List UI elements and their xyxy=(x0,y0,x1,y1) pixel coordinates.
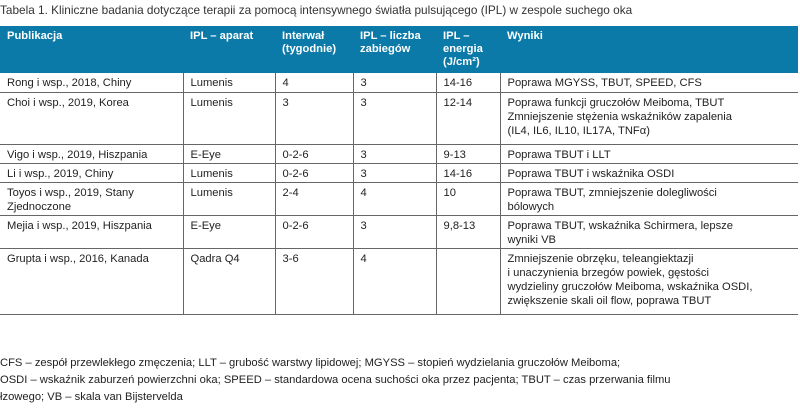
column-header xyxy=(275,26,353,73)
sessions-cell xyxy=(353,73,436,92)
interval-cell xyxy=(275,163,353,182)
publication-cell xyxy=(0,144,183,163)
cell-text: zwiększenie skali oil flow, poprawa TBUT xyxy=(507,294,712,307)
cell-text: E-Eye xyxy=(190,219,221,232)
cell-text: Poprawa funkcji gruczołów Meiboma, TBUT xyxy=(507,96,725,109)
interval-cell xyxy=(275,215,353,248)
column-header xyxy=(436,26,500,73)
cell-text: Poprawa TBUT, wskaźnika Schirmera, lepsze xyxy=(507,219,733,232)
cell-text: 2-4 xyxy=(282,186,299,199)
cell-text: 0-2-6 xyxy=(282,148,309,161)
cell-text: Lumenis xyxy=(190,96,233,109)
cell-text: 3-6 xyxy=(282,252,299,265)
cell-text: 14-16 xyxy=(443,77,473,89)
device-cell xyxy=(183,215,275,248)
sessions-cell xyxy=(353,182,436,215)
cell-text: (IL4, IL6, IL10, IL17A, TNFα) xyxy=(507,124,650,137)
cell-text: Vigo i wsp., 2019, Hiszpania xyxy=(7,148,148,161)
column-header xyxy=(500,26,798,73)
column-header-text: Interwał xyxy=(282,30,325,42)
cell-text: 14-16 xyxy=(443,167,473,180)
cell-text: Mejia i wsp., 2019, Hiszpania xyxy=(7,219,152,232)
cell-text: 10 xyxy=(443,186,456,199)
cell-text: 9-13 xyxy=(443,148,466,161)
column-header-text: IPL – liczba xyxy=(360,30,421,42)
cell-text: Li i wsp., 2019, Chiny xyxy=(7,167,114,180)
cell-text: Zjednoczone xyxy=(7,200,72,213)
cell-text: wydzieliny gruczołów Meiboma, wskaźnika OSDI, xyxy=(507,280,753,293)
table-row xyxy=(0,73,798,92)
cell-text: Toyos i wsp., 2019, Stany xyxy=(7,186,134,199)
publication-cell xyxy=(0,215,183,248)
publication-cell xyxy=(0,163,183,182)
sessions-cell xyxy=(353,144,436,163)
column-header-text: (J/cm²) xyxy=(443,56,480,68)
publication-cell xyxy=(0,73,183,92)
cell-text: E-Eye xyxy=(190,148,221,161)
cell-text: Choi i wsp., 2019, Korea xyxy=(7,96,129,109)
cell-text: 3 xyxy=(360,167,367,180)
results-cell xyxy=(500,73,798,92)
header-row xyxy=(0,26,798,73)
cell-text: Lumenis xyxy=(190,167,233,180)
cell-text: Rong i wsp., 2018, Chiny xyxy=(7,77,132,89)
cell-text: 3 xyxy=(360,96,367,109)
column-header-text: energia xyxy=(443,43,483,55)
cell-text: 9,8-13 xyxy=(443,219,476,232)
energy-cell xyxy=(436,163,500,182)
column-header-text: Wyniki xyxy=(507,30,543,42)
sessions-cell xyxy=(353,248,436,314)
cell-text: Lumenis xyxy=(190,186,233,199)
cell-text: Poprawa TBUT i LLT xyxy=(507,148,611,161)
results-cell xyxy=(500,163,798,182)
column-header xyxy=(353,26,436,73)
table-row xyxy=(0,92,798,144)
table-header xyxy=(0,26,798,73)
results-cell xyxy=(500,144,798,163)
table-caption: Tabela 1. Kliniczne badania dotyczące terapii za pomocą intensywnego światła pulsującego (IPL) w zespole suchego oka xyxy=(0,3,633,17)
column-header-text: IPL – xyxy=(443,30,470,42)
device-cell xyxy=(183,248,275,314)
footnote-line: łzowego; VB – skala van Bijstervelda xyxy=(0,391,183,403)
cell-text: 3 xyxy=(360,77,367,89)
interval-cell xyxy=(275,182,353,215)
cell-text: i unaczynienia brzegów powiek, gęstości xyxy=(507,266,709,279)
interval-cell xyxy=(275,144,353,163)
cell-text: Zmniejszenie obrzęku, teleangiektazji xyxy=(507,252,694,265)
sessions-cell xyxy=(353,215,436,248)
cell-text: wyniki VB xyxy=(507,233,556,246)
cell-text: 4 xyxy=(360,186,367,199)
sessions-cell xyxy=(353,92,436,144)
column-header xyxy=(183,26,275,73)
device-cell xyxy=(183,163,275,182)
table-row xyxy=(0,248,798,314)
column-header xyxy=(0,26,183,73)
column-header-text: Publikacja xyxy=(7,30,63,42)
cell-text: 12-14 xyxy=(443,96,473,109)
energy-cell xyxy=(436,73,500,92)
cell-text: 3 xyxy=(282,96,289,109)
cell-text: 4 xyxy=(360,252,367,265)
table-row xyxy=(0,215,798,248)
energy-cell xyxy=(436,248,500,314)
device-cell xyxy=(183,73,275,92)
column-header-text: IPL – aparat xyxy=(190,30,254,42)
sessions-cell xyxy=(353,163,436,182)
table-row xyxy=(0,182,798,215)
interval-cell xyxy=(275,73,353,92)
energy-cell xyxy=(436,92,500,144)
energy-cell xyxy=(436,215,500,248)
cell-text: 0-2-6 xyxy=(282,219,309,232)
device-cell xyxy=(183,92,275,144)
column-header-text: (tygodnie) xyxy=(282,43,337,55)
cell-text: Grupta i wsp., 2016, Kanada xyxy=(7,252,149,265)
table-row xyxy=(0,163,798,182)
results-cell xyxy=(500,215,798,248)
cell-text: Zmniejszenie stężenia wskaźników zapalenia xyxy=(507,110,732,123)
cell-text: 0-2-6 xyxy=(282,167,309,180)
energy-cell xyxy=(436,182,500,215)
publication-cell xyxy=(0,182,183,215)
cell-text: Poprawa TBUT, zmniejszenie dolegliwości xyxy=(507,186,717,199)
results-cell xyxy=(500,248,798,314)
footnotes xyxy=(0,355,800,406)
footnote-line: CFS – zespół przewlekłego zmęczenia; LLT – grubość warstwy lipidowej; MGYSS – stopień wydzielania gruczołów Meiboma; xyxy=(0,357,621,369)
publication-cell xyxy=(0,248,183,314)
cell-text: Qadra Q4 xyxy=(190,252,240,265)
device-cell xyxy=(183,144,275,163)
clinical-trials-table xyxy=(0,26,798,315)
cell-text: Poprawa TBUT i wskaźnika OSDI xyxy=(507,167,675,180)
cell-text: Poprawa MGYSS, TBUT, SPEED, CFS xyxy=(507,77,702,89)
column-header-text: zabiegów xyxy=(360,43,411,55)
cell-text: bólowych xyxy=(507,200,555,213)
table-row xyxy=(0,144,798,163)
results-cell xyxy=(500,182,798,215)
footnote-line: OSDI – wskaźnik zaburzeń powierzchni oka; SPEED – standardowa ocena suchości oka przez pacjenta; TBUT – czas przerwania filmu xyxy=(0,374,671,386)
cell-text: Lumenis xyxy=(190,77,233,89)
table-body xyxy=(0,73,798,314)
energy-cell xyxy=(436,144,500,163)
cell-text: 4 xyxy=(282,77,289,89)
cell-text: 3 xyxy=(360,219,367,232)
interval-cell xyxy=(275,92,353,144)
interval-cell xyxy=(275,248,353,314)
cell-text: 3 xyxy=(360,148,367,161)
publication-cell xyxy=(0,92,183,144)
results-cell xyxy=(500,92,798,144)
device-cell xyxy=(183,182,275,215)
